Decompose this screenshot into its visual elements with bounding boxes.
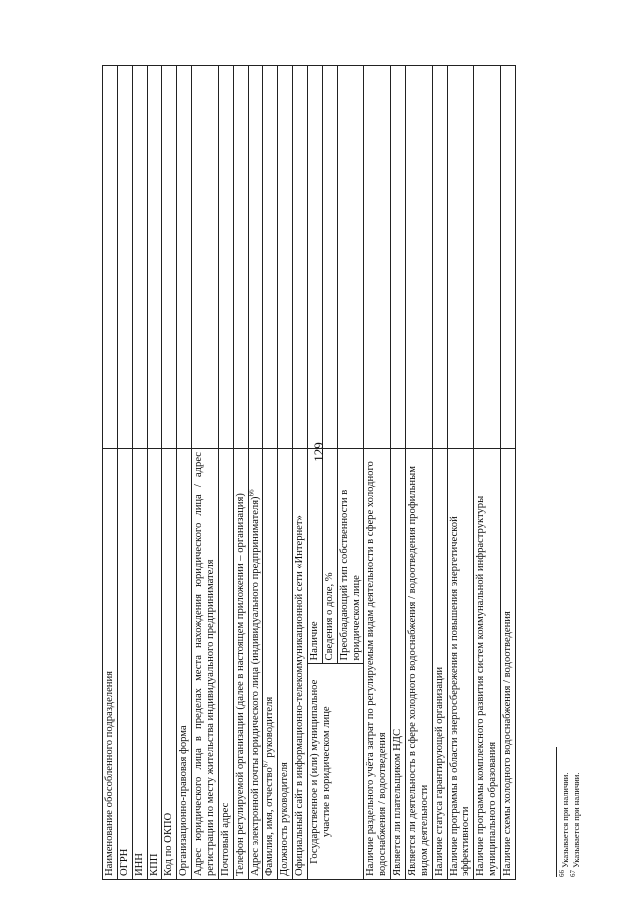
footnote-ref-66: 66: [247, 489, 256, 497]
row-label: [263, 449, 278, 880]
row-value-cell[interactable]: [501, 66, 516, 449]
footnote-mark: 67: [568, 870, 577, 877]
footnote-ref-67: 67: [261, 760, 270, 768]
row-label: Официальный сайт в информационно-телекоммуникационной сети «Интернет»: [293, 449, 308, 880]
table-row: [218, 66, 233, 880]
row-label: Наименование обособленного подразделения: [103, 449, 118, 880]
row-label: Организационно-правовая форма: [177, 449, 192, 880]
row-value-cell[interactable]: [364, 66, 391, 449]
subrow-label: Преобладающий тип собственности в юридическом лице: [337, 449, 364, 665]
row-label: Наличие раздельного учёта затрат по регулируемым видам деятельности в сфере холодного водоснабжения / водоотведения: [364, 449, 391, 880]
row-value-cell[interactable]: [432, 66, 447, 449]
row-value-cell[interactable]: [278, 66, 293, 449]
footnote-66: [560, 737, 571, 877]
row-label: Наличие программы комплексного развития систем коммунальной инфраструктуры муниципального образования: [474, 449, 501, 880]
row-value-cell[interactable]: [337, 66, 364, 449]
row-label: Наличие программы в области энергосбережения и повышения энергетической эффективности: [447, 449, 474, 880]
row-label: [248, 449, 263, 880]
row-label: Является ли деятельность в сфере холодного водоснабжения / водоотведения профильным видом деятельности: [406, 449, 433, 880]
table-row: [447, 66, 474, 880]
director-name-label-text: Фамилия, имя, отчество: [264, 767, 276, 876]
row-value-cell[interactable]: [474, 66, 501, 449]
table-row: [474, 66, 501, 880]
table-row: [147, 66, 162, 880]
table-row: [308, 66, 323, 880]
row-value-cell[interactable]: [117, 66, 132, 449]
footnotes: [556, 737, 581, 877]
table-row: [177, 66, 192, 880]
table-row: [162, 66, 177, 880]
table-row: [406, 66, 433, 880]
subrow-label: Наличие: [308, 449, 323, 665]
row-value-cell[interactable]: [233, 66, 248, 449]
table-row: [103, 66, 118, 880]
table-row: [501, 66, 516, 880]
row-value-cell[interactable]: [147, 66, 162, 449]
row-value-cell[interactable]: [248, 66, 263, 449]
row-value-cell[interactable]: [162, 66, 177, 449]
footnote-mark: 66: [558, 870, 567, 877]
row-label: Наличие статуса гарантирующей организации: [432, 449, 447, 880]
footnote-text: Указывается при наличии.: [560, 772, 570, 870]
row-label: Является ли плательщиком НДС: [391, 449, 406, 880]
page-number: 129: [311, 442, 326, 462]
table-row: [278, 66, 293, 880]
state-participation-label: Государственное и (или) муниципальное участие в юридическом лице: [308, 664, 364, 880]
row-value-cell[interactable]: [192, 66, 219, 449]
row-value-cell[interactable]: [308, 66, 323, 449]
row-label: ОГРН: [117, 449, 132, 880]
table-row: [391, 66, 406, 880]
row-value-cell[interactable]: [322, 66, 337, 449]
table-row: [293, 66, 308, 880]
row-value-cell[interactable]: [132, 66, 147, 449]
table-row: [132, 66, 147, 880]
row-value-cell[interactable]: [263, 66, 278, 449]
row-label: Адрес юридического лица в пределах места нахождения юридического лица / адрес регистрации по месту жительства индивидуального предпринимателя: [192, 449, 219, 880]
row-value-cell[interactable]: [447, 66, 474, 449]
row-label: Почтовый адрес: [218, 449, 233, 880]
row-label: ИНН: [132, 449, 147, 880]
row-value-cell[interactable]: [218, 66, 233, 449]
row-value-cell[interactable]: [391, 66, 406, 449]
row-label: Телефон регулируемой организации (далее в настоящем приложении – организация): [233, 449, 248, 880]
row-value-cell[interactable]: [103, 66, 118, 449]
footnote-divider: [556, 747, 557, 877]
table-row: [192, 66, 219, 880]
row-value-cell[interactable]: [406, 66, 433, 449]
table-row: [233, 66, 248, 880]
table-row: [364, 66, 391, 880]
row-label: Наличие схемы холодного водоснабжения / водоотведения: [501, 449, 516, 880]
table-row: [432, 66, 447, 880]
email-label-text: Адрес электронной почты юридического лица (индивидуального предпринимателя): [249, 496, 261, 876]
table-row: [117, 66, 132, 880]
subrow-label: Сведения о доле, %: [322, 449, 337, 665]
footnote-67: [568, 737, 582, 877]
row-label: КПП: [147, 449, 162, 880]
row-value-cell[interactable]: [177, 66, 192, 449]
table-row: [263, 66, 278, 880]
table-row: [248, 66, 263, 880]
row-label: Должность руководителя: [278, 449, 293, 880]
footnote-text: Указывается при наличии.: [570, 772, 581, 870]
row-value-cell[interactable]: [293, 66, 308, 449]
organization-info-table: [102, 65, 516, 880]
row-label: Код по ОКПО: [162, 449, 177, 880]
director-name-label-tail: руководителя: [264, 696, 276, 761]
